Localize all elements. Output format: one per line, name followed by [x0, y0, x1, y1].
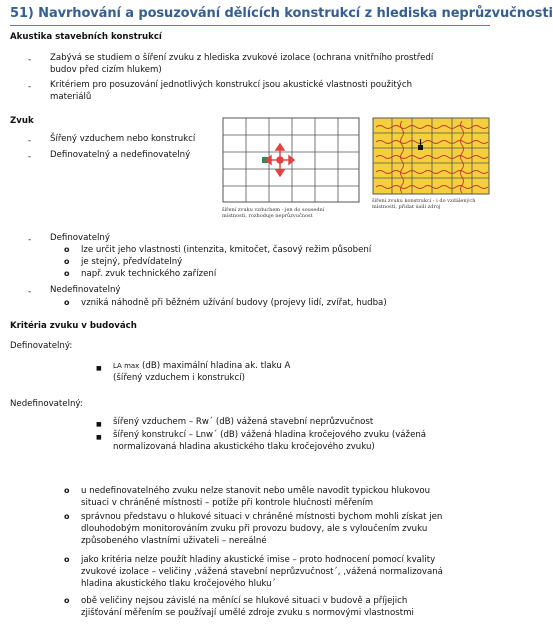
zvuk-heading: Zvuk: [10, 116, 34, 126]
la-max-description: (dB) maximální hladina ak. tlaku A: [139, 361, 291, 371]
akustika-item-2-line2: materiálů: [50, 92, 92, 102]
kriteria-nedef-item-2-line2: normalizovaná hladina akustického tlaku kročejového zvuku): [113, 442, 375, 452]
dash-bullet: -: [28, 235, 32, 245]
definovatelny-sub-3: např. zvuk technického zařízení: [81, 269, 217, 279]
circle-bullet: o: [64, 257, 70, 266]
zvuk-item-2: Definovatelný a nedefinovatelný: [50, 150, 191, 160]
kriteria-nedef-item-2-line1: šířený konstrukcí – Lnw´ (dB) vážená hladina kročejového zvuku (vážená: [113, 430, 427, 440]
akustika-item-1-line2: budov před cizím hlukem): [50, 65, 162, 75]
kriteria-nedef-label: Nedefinovatelný:: [10, 399, 83, 409]
note-2-line2: dlouhodobým monitorováním zvuku při provozu budovy, ale s vyloučením zvuku: [81, 524, 428, 534]
la-max-symbol: LA max: [113, 362, 140, 370]
akustika-item-2-line1: Kritériem pro posuzování jednotlivých konstrukcí jsou akustické vlastnosti použitých: [50, 80, 413, 90]
circle-bullet: o: [64, 269, 70, 278]
definovatelny-sub-1: lze určit jeho vlastnosti (intenzita, kmitočet, časový režim působení: [81, 245, 372, 255]
circle-bullet: o: [64, 555, 70, 564]
akustika-heading: Akustika stavebních konstrukcí: [10, 32, 162, 42]
note-2-line3: způsobeného vlastními uživateli – nereálné: [81, 536, 267, 546]
airborne-sound-diagram: [222, 117, 362, 205]
note-3-line2: zvukové izolace – veličiny ‚vážená stavební neprůzvučnost´, ‚vážená normalizovaná: [81, 567, 443, 577]
note-3-line1: jako kritéria nelze použít hladiny akustické imise – proto hodnocení pomocí kvality: [81, 555, 436, 565]
note-4-line2: zjišťování měřením se používají umělé zdroje zvuku s normovými vlastnostmi: [81, 608, 414, 618]
zvuk-item-1: Šířený vzduchem nebo konstrukcí: [50, 134, 196, 144]
circle-bullet: o: [64, 298, 70, 307]
note-1-line2: situaci v chráněné místnosti – potíže při kontrole hlučnosti měřením: [81, 498, 374, 508]
kriteria-nedef-item-1: šířený vzduchem – Rw´ (dB) vážená stavební neprůzvučnost: [113, 417, 374, 427]
definovatelny-sub-2: je stejný, předvídatelný: [81, 257, 183, 267]
page-title: 51) Navrhování a posuzování dělících konstrukcí z hlediska neprůzvučnosti: [10, 6, 553, 21]
left-figure-caption-1: šíření zvuku vzduchem - jen do sousední: [222, 207, 325, 213]
left-figure-caption-2: místnosti, rozhoduje neprůzvučnost: [222, 213, 313, 219]
right-figure-caption-1: šíření zvuku konstrukcí - i do vzdálených: [372, 198, 476, 204]
square-bullet: ■: [96, 434, 102, 441]
dash-bullet: -: [28, 152, 32, 162]
circle-bullet: o: [64, 486, 70, 495]
title-rule: [10, 25, 490, 26]
note-1-line1: u nedefinovatelného zvuku nelze stanovit nebo uměle navodit typickou hlukovou: [81, 486, 431, 496]
note-4-line1: obě veličiny nejsou závislé na měnící se hlukové situaci v budově a příjejich: [81, 596, 408, 606]
circle-bullet: o: [64, 245, 70, 254]
dash-bullet: -: [28, 136, 32, 146]
definovatelny-label: Definovatelný: [50, 233, 110, 243]
circle-bullet: o: [64, 512, 70, 521]
note-3-line3: hladina akustického tlaku kročejového hluku´: [81, 579, 276, 589]
akustika-item-1-line1: Zabývá se studiem o šíření zvuku z hlediska zvukové izolace (ochrana vnitřního prostředí: [50, 53, 434, 63]
dash-bullet: -: [28, 55, 32, 65]
circle-bullet: o: [64, 596, 70, 605]
right-figure-caption-2: místností, přidat úsilí zdroj: [372, 204, 441, 210]
note-2-line1: správnou představu o hlukové situaci v chráněné místnosti bychom mohli získat jen: [81, 512, 443, 522]
kriteria-def-item: [113, 361, 290, 373]
structure-borne-sound-diagram: [372, 117, 490, 195]
square-bullet: ■: [96, 421, 102, 428]
square-bullet: ■: [96, 365, 102, 372]
kriteria-def-item-line2: (šířený vzduchem i konstrukcí): [113, 373, 245, 383]
kriteria-heading: Kritéria zvuku v budovách: [10, 321, 137, 331]
nedefinovatelny-sub-1: vzniká náhodně při běžném užívání budovy (projevy lidí, zvířat, hudba): [81, 298, 387, 308]
kriteria-def-label: Definovatelný:: [10, 341, 73, 351]
nedefinovatelny-label: Nedefinovatelný: [50, 285, 121, 295]
dash-bullet: -: [28, 82, 32, 92]
dash-bullet: -: [28, 287, 32, 297]
